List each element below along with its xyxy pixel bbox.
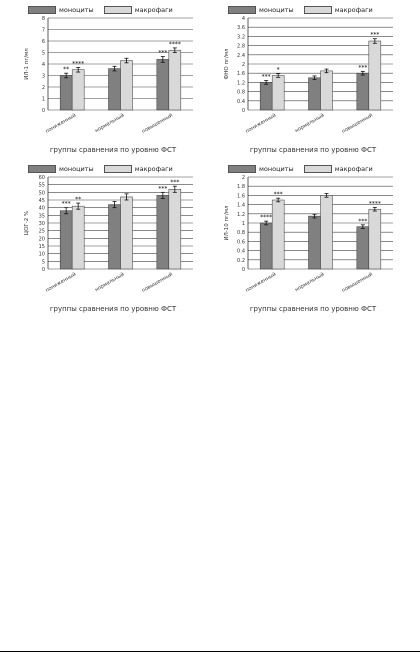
bar-macrophages xyxy=(169,189,181,269)
significance-marker: **** xyxy=(72,60,85,68)
y-tick-label: 0 xyxy=(41,108,45,114)
x-axis-title: группы сравнения по уровню ФСТ xyxy=(249,305,377,313)
significance-marker: *** xyxy=(170,179,180,187)
x-tick-label: пониженный xyxy=(244,112,278,135)
bar-monocytes xyxy=(109,205,121,269)
chart-panel-3 xyxy=(18,163,208,313)
legend-swatch-macrophages xyxy=(304,165,332,173)
legend-label-macrophages: макрофаги xyxy=(134,165,173,173)
chart-1-plot xyxy=(18,14,208,142)
y-axis-label: ИЛ-10 пг/мл xyxy=(224,205,230,241)
y-tick-label: 3.6 xyxy=(237,25,245,32)
legend-label-monocytes: моноциты xyxy=(259,165,294,173)
x-tick-label: нормальный xyxy=(93,112,126,135)
bar-monocytes xyxy=(157,59,169,110)
y-tick-label: 0.8 xyxy=(237,230,245,237)
x-tick-label: нормальный xyxy=(293,271,326,294)
y-tick-label: 0 xyxy=(241,108,245,114)
y-tick-label: 5 xyxy=(41,259,45,266)
y-tick-label: 25 xyxy=(38,228,45,235)
bar-macrophages xyxy=(369,209,381,269)
y-tick-label: 0.2 xyxy=(237,257,245,264)
x-axis-title: группы сравнения по уровню ФСТ xyxy=(249,146,377,154)
chart-panel-2 xyxy=(218,4,408,154)
legend-label-monocytes: моноциты xyxy=(59,6,94,14)
bar-macrophages xyxy=(121,197,133,269)
significance-marker: *** xyxy=(273,191,283,199)
y-tick-label: 7 xyxy=(41,27,45,34)
bar-monocytes xyxy=(157,195,169,269)
bar-macrophages xyxy=(321,71,333,110)
chart-3-plot xyxy=(18,173,208,301)
bar-macrophages xyxy=(72,70,84,110)
significance-marker: *** xyxy=(261,73,271,81)
y-tick-label: 2.4 xyxy=(237,52,245,59)
chart-panel-1 xyxy=(18,4,208,154)
bar-macrophages xyxy=(321,195,333,269)
x-axis-title: группы сравнения по уровню ФСТ xyxy=(49,305,177,313)
y-tick-label: 1.6 xyxy=(237,193,245,200)
y-tick-label: 0.8 xyxy=(237,89,245,96)
y-tick-label: 2 xyxy=(41,85,45,91)
y-tick-label: 8 xyxy=(41,16,45,22)
bar-monocytes xyxy=(357,73,369,110)
significance-marker: ** xyxy=(63,66,70,74)
significance-marker: *** xyxy=(358,64,368,72)
y-tick-label: 1 xyxy=(241,221,245,227)
bar-monocytes xyxy=(260,223,272,269)
bar-monocytes xyxy=(60,76,72,111)
y-tick-label: 30 xyxy=(38,221,45,227)
legend-swatch-monocytes xyxy=(28,165,56,173)
y-tick-label: 2 xyxy=(241,175,245,181)
significance-marker: *** xyxy=(358,217,368,225)
y-tick-label: 0.6 xyxy=(237,239,245,246)
bar-macrophages xyxy=(272,200,284,269)
significance-marker: **** xyxy=(368,200,381,208)
legend-swatch-monocytes xyxy=(28,6,56,14)
y-tick-label: 1.2 xyxy=(237,211,245,218)
legend-label-macrophages: макрофаги xyxy=(334,165,373,173)
legend-label-monocytes: моноциты xyxy=(59,165,94,173)
x-tick-label: нормальный xyxy=(93,271,126,294)
bar-monocytes xyxy=(60,211,72,269)
y-tick-label: 60 xyxy=(38,175,45,181)
y-tick-label: 3 xyxy=(41,73,45,80)
y-axis-label: ФНО пг/мл xyxy=(224,48,230,80)
y-axis-label: ИЛ-1 пг/мл xyxy=(24,48,30,80)
significance-marker: *** xyxy=(61,200,71,208)
y-tick-label: 10 xyxy=(38,251,45,258)
x-tick-label: повышенный xyxy=(340,271,374,295)
bar-monocytes xyxy=(109,69,121,110)
y-tick-label: 1.2 xyxy=(237,80,245,87)
y-tick-label: 35 xyxy=(38,213,45,220)
bar-macrophages xyxy=(272,76,284,111)
y-tick-label: 2.8 xyxy=(237,43,245,50)
bar-monocytes xyxy=(357,227,369,269)
y-tick-label: 20 xyxy=(38,236,45,243)
bar-macrophages xyxy=(369,41,381,110)
y-tick-label: 0.4 xyxy=(237,248,245,255)
bar-macrophages xyxy=(169,50,181,110)
chart-panel-4 xyxy=(218,163,408,313)
y-tick-label: 40 xyxy=(38,205,45,212)
bar-monocytes xyxy=(309,216,321,269)
legend-swatch-monocytes xyxy=(228,6,256,14)
significance-marker: ** xyxy=(75,196,82,204)
y-tick-label: 15 xyxy=(38,244,45,250)
significance-marker: **** xyxy=(168,40,181,48)
y-tick-label: 1.6 xyxy=(237,71,245,78)
y-tick-label: 2 xyxy=(241,62,245,68)
y-tick-label: 55 xyxy=(38,182,45,189)
bar-macrophages xyxy=(72,206,84,269)
bar-monocytes xyxy=(260,82,272,110)
chart-4-plot xyxy=(218,173,408,301)
significance-marker: *** xyxy=(158,185,168,193)
bar-monocytes xyxy=(309,78,321,110)
x-tick-label: пониженный xyxy=(44,271,78,294)
y-tick-label: 50 xyxy=(38,190,45,197)
y-tick-label: 0 xyxy=(241,267,245,273)
y-tick-label: 6 xyxy=(41,39,45,45)
legend-label-macrophages: макрофаги xyxy=(134,6,173,14)
y-tick-label: 4 xyxy=(41,62,45,68)
significance-marker: * xyxy=(276,66,280,74)
x-tick-label: пониженный xyxy=(244,271,278,294)
y-tick-label: 4 xyxy=(241,16,245,22)
y-tick-label: 3.2 xyxy=(237,34,245,41)
y-axis-label: ЦОГ-2 % xyxy=(24,210,30,236)
legend-swatch-macrophages xyxy=(304,6,332,14)
significance-marker: **** xyxy=(260,214,273,222)
y-tick-label: 1 xyxy=(41,96,45,103)
page-divider xyxy=(0,651,420,652)
y-tick-label: 45 xyxy=(38,198,45,204)
y-tick-label: 5 xyxy=(41,50,45,57)
x-axis-title: группы сравнения по уровню ФСТ xyxy=(49,146,177,154)
x-tick-label: повышенный xyxy=(140,271,174,295)
y-tick-label: 1.4 xyxy=(237,202,245,209)
legend-label-monocytes: моноциты xyxy=(259,6,294,14)
x-tick-label: повышенный xyxy=(340,112,374,136)
y-tick-label: 1.8 xyxy=(237,184,245,191)
legend-swatch-macrophages xyxy=(104,165,132,173)
x-tick-label: нормальный xyxy=(293,112,326,135)
legend-swatch-monocytes xyxy=(228,165,256,173)
legend-label-macrophages: макрофаги xyxy=(334,6,373,14)
legend-swatch-macrophages xyxy=(104,6,132,14)
bar-macrophages xyxy=(121,61,133,110)
significance-marker: *** xyxy=(370,31,380,39)
y-tick-label: 0.4 xyxy=(237,98,245,105)
y-tick-label: 0 xyxy=(41,267,45,273)
chart-2-plot xyxy=(218,14,408,142)
x-tick-label: повышенный xyxy=(140,112,174,136)
significance-marker: *** xyxy=(158,49,168,57)
x-tick-label: пониженный xyxy=(44,112,78,135)
